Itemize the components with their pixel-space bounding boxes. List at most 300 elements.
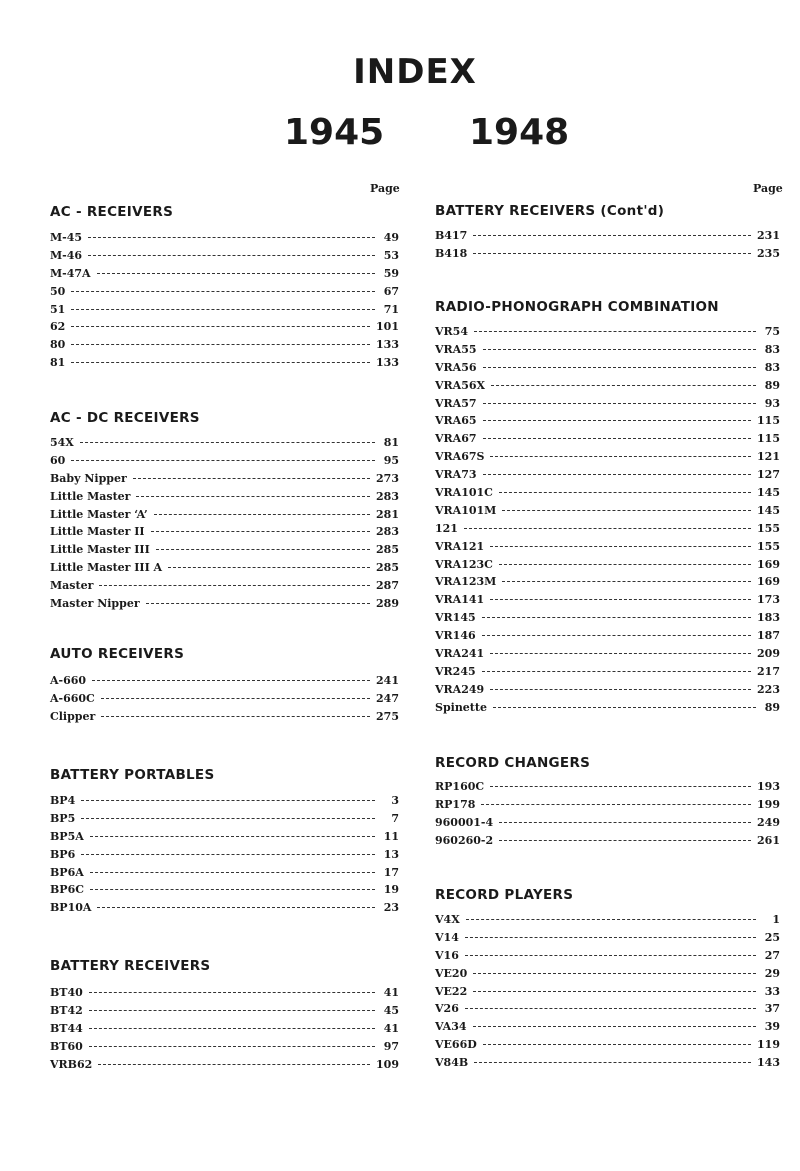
entry-model-name: M-45 <box>50 231 83 244</box>
entry-page-number: 127 <box>757 468 780 482</box>
entry-page-number: 247 <box>376 691 399 705</box>
index-entry <box>50 561 399 579</box>
entry-page-number: 49 <box>383 231 399 244</box>
page-column-header-left: Page <box>370 182 400 195</box>
entry-model-name: A-660 <box>50 674 87 687</box>
index-entry <box>435 1038 780 1056</box>
index-entry <box>50 1004 399 1022</box>
section-title: RECORD PLAYERS <box>435 887 574 903</box>
entry-page-number: 53 <box>383 248 399 262</box>
entry-page-number: 29 <box>764 966 780 980</box>
entry-page-number: 3 <box>391 794 399 807</box>
entry-model-name: Little Master ‘A’ <box>50 507 148 521</box>
index-entry <box>435 575 780 593</box>
dot-leader <box>71 460 375 461</box>
entry-model-name: VRA101M <box>435 503 497 517</box>
entry-model-name: 121 <box>435 521 458 535</box>
section-title: BATTERY RECEIVERS <box>50 958 211 974</box>
entry-page-number: 285 <box>376 543 399 557</box>
index-entry <box>50 267 399 285</box>
entry-model-name: VR145 <box>435 611 476 625</box>
entry-page-number: 45 <box>383 1003 399 1017</box>
dot-leader <box>482 635 751 636</box>
entry-model-name: VR146 <box>435 629 476 643</box>
index-entry <box>50 1058 399 1076</box>
index-entry <box>50 285 399 303</box>
dot-leader <box>101 716 370 717</box>
index-entry <box>50 866 399 884</box>
dot-leader <box>490 546 751 547</box>
entry-model-name: BP5A <box>50 829 84 843</box>
entry-page-number: 83 <box>764 360 780 374</box>
section-title: AC - DC RECEIVERS <box>50 410 200 426</box>
entry-page-number: 119 <box>757 1038 780 1052</box>
entry-page-number: 41 <box>383 986 399 999</box>
index-entry-list <box>50 986 399 1075</box>
entry-model-name: 960001-4 <box>435 815 494 829</box>
dot-leader <box>90 889 375 890</box>
section-title: BATTERY RECEIVERS (Cont'd) <box>435 203 665 219</box>
entry-model-name: Little Master III A <box>50 561 163 575</box>
entry-page-number: 289 <box>376 597 399 611</box>
entry-model-name: Little Master <box>50 489 131 503</box>
dot-leader <box>465 955 756 956</box>
entry-page-number: 273 <box>376 471 399 485</box>
entry-model-name: RP178 <box>435 797 476 811</box>
entry-page-number: 39 <box>764 1020 780 1034</box>
dot-leader <box>71 344 370 345</box>
entry-page-number: 173 <box>757 593 780 607</box>
entry-model-name: VA34 <box>435 1020 467 1034</box>
index-entry <box>50 338 399 356</box>
dot-leader <box>474 331 756 332</box>
entry-model-name: Little Master II <box>50 525 145 539</box>
index-entry <box>50 231 399 249</box>
entry-page-number: 17 <box>383 865 399 879</box>
entry-model-name: A-660C <box>50 691 95 705</box>
dot-leader <box>499 822 751 823</box>
entry-model-name: RP160C <box>435 780 485 793</box>
entry-model-name: Spinette <box>435 700 487 714</box>
dot-leader <box>490 653 751 654</box>
index-entry <box>435 629 780 647</box>
entry-page-number: 41 <box>383 1021 399 1035</box>
index-entry <box>50 454 399 472</box>
index-entry <box>50 249 399 267</box>
index-entry <box>435 522 780 540</box>
entry-model-name: Clipper <box>50 709 96 723</box>
dot-leader <box>481 804 751 805</box>
entry-page-number: 23 <box>383 901 399 915</box>
entry-model-name: VRA67S <box>435 450 485 464</box>
entry-model-name: BT60 <box>50 1039 83 1053</box>
entry-page-number: 283 <box>376 489 399 503</box>
index-entry <box>435 913 780 931</box>
entry-model-name: VE66D <box>435 1038 477 1052</box>
entry-model-name: 54X <box>50 436 74 449</box>
index-entry <box>50 490 399 508</box>
entry-page-number: 95 <box>383 453 399 467</box>
dot-leader <box>88 237 375 238</box>
dot-leader <box>89 1028 375 1029</box>
dot-leader <box>483 474 752 475</box>
entry-page-number: 261 <box>757 833 780 847</box>
dot-leader <box>89 992 375 993</box>
entry-model-name: M-46 <box>50 248 83 262</box>
entry-page-number: 287 <box>376 579 399 593</box>
index-entry <box>435 967 780 985</box>
section-title: AUTO RECEIVERS <box>50 646 185 662</box>
entry-page-number: 33 <box>764 984 780 998</box>
entry-model-name: 60 <box>50 453 66 467</box>
index-entry <box>435 780 780 798</box>
dot-leader <box>81 854 375 855</box>
dot-leader <box>483 1044 751 1045</box>
entry-model-name: BP6 <box>50 847 76 861</box>
index-entry <box>50 812 399 830</box>
entry-page-number: 1 <box>772 913 780 926</box>
index-entry <box>50 692 399 710</box>
dot-leader <box>156 549 370 550</box>
dot-leader <box>89 1046 375 1047</box>
dot-leader <box>80 442 375 443</box>
entry-model-name: VRA101C <box>435 486 493 500</box>
dot-leader <box>71 291 375 292</box>
entry-model-name: 62 <box>50 320 66 334</box>
index-entry-list <box>435 229 780 265</box>
entry-page-number: 109 <box>376 1057 399 1071</box>
dot-leader <box>499 840 751 841</box>
entry-model-name: VRA67 <box>435 432 477 446</box>
index-entry <box>435 798 780 816</box>
entry-page-number: 145 <box>757 503 780 517</box>
entry-model-name: BP5 <box>50 811 76 825</box>
entry-page-number: 115 <box>757 414 780 428</box>
dot-leader <box>473 253 751 254</box>
index-entry-list <box>50 794 399 919</box>
index-entry <box>435 229 780 247</box>
dot-leader <box>151 531 370 532</box>
entry-model-name: VRA121 <box>435 539 485 553</box>
entry-page-number: 155 <box>757 539 780 553</box>
entry-page-number: 241 <box>376 674 399 687</box>
entry-page-number: 275 <box>376 709 399 723</box>
entry-page-number: 71 <box>383 302 399 316</box>
entry-page-number: 133 <box>376 338 399 352</box>
dot-leader <box>71 362 370 363</box>
index-entry <box>435 397 780 415</box>
index-entry <box>50 436 399 454</box>
dot-leader <box>474 1062 751 1063</box>
index-entry <box>50 543 399 561</box>
dot-leader <box>499 564 751 565</box>
index-entry <box>435 701 780 719</box>
dot-leader <box>465 937 756 938</box>
index-entry <box>435 361 780 379</box>
index-entry <box>50 579 399 597</box>
entry-model-name: BP6A <box>50 865 84 879</box>
dot-leader <box>81 800 375 801</box>
index-entry <box>435 1056 780 1074</box>
entry-model-name: M-47A <box>50 266 91 280</box>
index-entry <box>435 985 780 1003</box>
entry-model-name: VRA123M <box>435 575 497 589</box>
section-title: BATTERY PORTABLES <box>50 767 215 783</box>
entry-page-number: 97 <box>383 1039 399 1053</box>
dot-leader <box>482 617 751 618</box>
entry-page-number: 145 <box>757 486 780 500</box>
index-entry <box>435 540 780 558</box>
index-entry <box>50 986 399 1004</box>
dot-leader <box>491 385 756 386</box>
dot-leader <box>502 581 751 582</box>
page-title: INDEX <box>353 52 477 92</box>
dot-leader <box>473 973 756 974</box>
index-entry <box>435 1002 780 1020</box>
entry-model-name: 960260-2 <box>435 833 494 847</box>
entry-model-name: VRA65 <box>435 414 477 428</box>
entry-model-name: Little Master III <box>50 543 150 557</box>
index-entry-list <box>50 231 399 374</box>
index-entry-list <box>50 436 399 615</box>
index-entry <box>435 593 780 611</box>
entry-page-number: 81 <box>383 436 399 449</box>
entry-model-name: 51 <box>50 302 66 316</box>
index-entry <box>435 816 780 834</box>
index-entry <box>435 834 780 852</box>
entry-model-name: V26 <box>435 1002 459 1016</box>
dot-leader <box>490 599 751 600</box>
entry-model-name: Master Nipper <box>50 597 140 611</box>
dot-leader <box>482 671 751 672</box>
entry-page-number: 121 <box>757 450 780 464</box>
entry-page-number: 281 <box>376 507 399 521</box>
dot-leader <box>92 680 370 681</box>
entry-model-name: VRA73 <box>435 468 477 482</box>
entry-page-number: 223 <box>757 682 780 696</box>
dot-leader <box>493 707 756 708</box>
index-entry <box>435 949 780 967</box>
index-entry <box>435 504 780 522</box>
entry-page-number: 25 <box>764 930 780 944</box>
dot-leader <box>483 349 756 350</box>
dot-leader <box>136 496 370 497</box>
entry-page-number: 217 <box>757 664 780 678</box>
index-entry <box>435 414 780 432</box>
entry-model-name: VR245 <box>435 664 476 678</box>
entry-page-number: 93 <box>764 396 780 410</box>
entry-page-number: 89 <box>764 700 780 714</box>
index-entry <box>50 710 399 728</box>
dot-leader <box>146 603 370 604</box>
entry-page-number: 27 <box>764 948 780 962</box>
entry-model-name: VE22 <box>435 984 468 998</box>
index-entry <box>435 611 780 629</box>
entry-page-number: 199 <box>757 797 780 811</box>
dot-leader <box>98 1064 370 1065</box>
index-entry <box>435 1020 780 1038</box>
index-entry <box>435 247 780 265</box>
entry-page-number: 133 <box>376 356 399 370</box>
entry-model-name: VRA57 <box>435 396 477 410</box>
entry-model-name: VRA123C <box>435 557 493 571</box>
entry-page-number: 285 <box>376 561 399 575</box>
index-entry <box>50 883 399 901</box>
entry-model-name: BP10A <box>50 901 92 915</box>
index-entry-list <box>435 913 780 1074</box>
dot-leader <box>71 309 375 310</box>
entry-model-name: BT42 <box>50 1003 83 1017</box>
index-entry <box>50 508 399 526</box>
dot-leader <box>464 528 751 529</box>
entry-page-number: 249 <box>757 815 780 829</box>
entry-page-number: 83 <box>764 342 780 356</box>
entry-model-name: VRB62 <box>50 1057 93 1071</box>
dot-leader <box>490 689 751 690</box>
entry-page-number: 155 <box>757 521 780 535</box>
index-entry <box>435 486 780 504</box>
index-entry <box>435 931 780 949</box>
dot-leader <box>473 1026 756 1027</box>
index-entry <box>50 794 399 812</box>
dot-leader <box>97 907 375 908</box>
dot-leader <box>483 367 756 368</box>
entry-model-name: V16 <box>435 948 459 962</box>
dot-leader <box>473 235 751 236</box>
dot-leader <box>90 872 375 873</box>
entry-model-name: 81 <box>50 356 66 370</box>
entry-page-number: 169 <box>757 557 780 571</box>
dot-leader <box>88 255 375 256</box>
dot-leader <box>483 403 756 404</box>
year-end: 1948 <box>469 112 570 153</box>
index-entry <box>435 558 780 576</box>
index-entry <box>435 325 780 343</box>
index-entry <box>50 472 399 490</box>
entry-page-number: 11 <box>383 829 399 843</box>
dot-leader <box>473 991 756 992</box>
entry-model-name: V4X <box>435 913 460 926</box>
index-entry <box>50 303 399 321</box>
index-entry <box>50 674 399 692</box>
dot-leader <box>466 919 756 920</box>
entry-model-name: VRA55 <box>435 342 477 356</box>
index-entry <box>435 647 780 665</box>
entry-page-number: 143 <box>757 1056 780 1070</box>
dot-leader <box>89 1010 375 1011</box>
entry-model-name: Master <box>50 579 94 593</box>
entry-page-number: 183 <box>757 611 780 625</box>
index-entry <box>435 379 780 397</box>
entry-page-number: 169 <box>757 575 780 589</box>
entry-page-number: 115 <box>757 432 780 446</box>
entry-model-name: VRA56 <box>435 360 477 374</box>
entry-page-number: 89 <box>764 378 780 392</box>
entry-page-number: 19 <box>383 883 399 897</box>
entry-model-name: BT40 <box>50 986 83 999</box>
index-entry <box>435 343 780 361</box>
dot-leader <box>101 698 370 699</box>
index-entry <box>50 356 399 374</box>
entry-page-number: 283 <box>376 525 399 539</box>
entry-model-name: VRA249 <box>435 682 485 696</box>
entry-model-name: BP6C <box>50 883 84 897</box>
dot-leader <box>133 478 370 479</box>
entry-page-number: 13 <box>383 847 399 861</box>
entry-page-number: 193 <box>757 780 780 793</box>
entry-page-number: 231 <box>757 229 780 242</box>
entry-model-name: V84B <box>435 1056 469 1070</box>
dot-leader <box>154 514 370 515</box>
entry-page-number: 209 <box>757 647 780 661</box>
dot-leader <box>97 273 375 274</box>
entry-model-name: VRA141 <box>435 593 485 607</box>
entry-page-number: 7 <box>391 811 399 825</box>
index-entry <box>50 525 399 543</box>
dot-leader <box>99 585 370 586</box>
dot-leader <box>90 836 375 837</box>
entry-page-number: 235 <box>757 246 780 260</box>
entry-page-number: 37 <box>764 1002 780 1016</box>
index-entry <box>435 432 780 450</box>
dot-leader <box>465 1008 756 1009</box>
entry-model-name: B417 <box>435 229 468 242</box>
index-entry <box>50 848 399 866</box>
index-entry <box>50 597 399 615</box>
index-entry <box>50 1040 399 1058</box>
entry-page-number: 101 <box>376 320 399 334</box>
entry-model-name: VE20 <box>435 966 468 980</box>
section-title: RADIO-PHONOGRAPH COMBINATION <box>435 299 719 315</box>
page-column-header-right: Page <box>753 182 783 195</box>
entry-model-name: VR54 <box>435 325 468 338</box>
index-entry <box>50 901 399 919</box>
dot-leader <box>71 326 370 327</box>
entry-model-name: VRA241 <box>435 647 485 661</box>
entry-model-name: V14 <box>435 930 459 944</box>
entry-page-number: 59 <box>383 266 399 280</box>
index-entry-list <box>435 325 780 719</box>
entry-page-number: 75 <box>764 325 780 338</box>
index-entry <box>50 320 399 338</box>
entry-model-name: 80 <box>50 338 66 352</box>
index-entry <box>435 665 780 683</box>
entry-page-number: 187 <box>757 629 780 643</box>
dot-leader <box>502 510 751 511</box>
index-entry-list <box>435 780 780 852</box>
dot-leader <box>81 818 375 819</box>
index-entry <box>435 450 780 468</box>
index-entry <box>50 1022 399 1040</box>
dot-leader <box>499 492 751 493</box>
index-entry <box>435 468 780 486</box>
entry-page-number: 67 <box>383 284 399 298</box>
section-title: AC - RECEIVERS <box>50 204 174 220</box>
dot-leader <box>490 786 751 787</box>
entry-model-name: VRA56X <box>435 378 486 392</box>
entry-model-name: B418 <box>435 246 468 260</box>
index-entry <box>435 683 780 701</box>
year-start: 1945 <box>284 112 385 153</box>
section-title: RECORD CHANGERS <box>435 755 591 771</box>
dot-leader <box>490 456 751 457</box>
entry-model-name: 50 <box>50 284 66 298</box>
entry-model-name: BP4 <box>50 794 76 807</box>
dot-leader <box>483 420 752 421</box>
index-entry <box>50 830 399 848</box>
dot-leader <box>483 438 752 439</box>
dot-leader <box>168 567 370 568</box>
